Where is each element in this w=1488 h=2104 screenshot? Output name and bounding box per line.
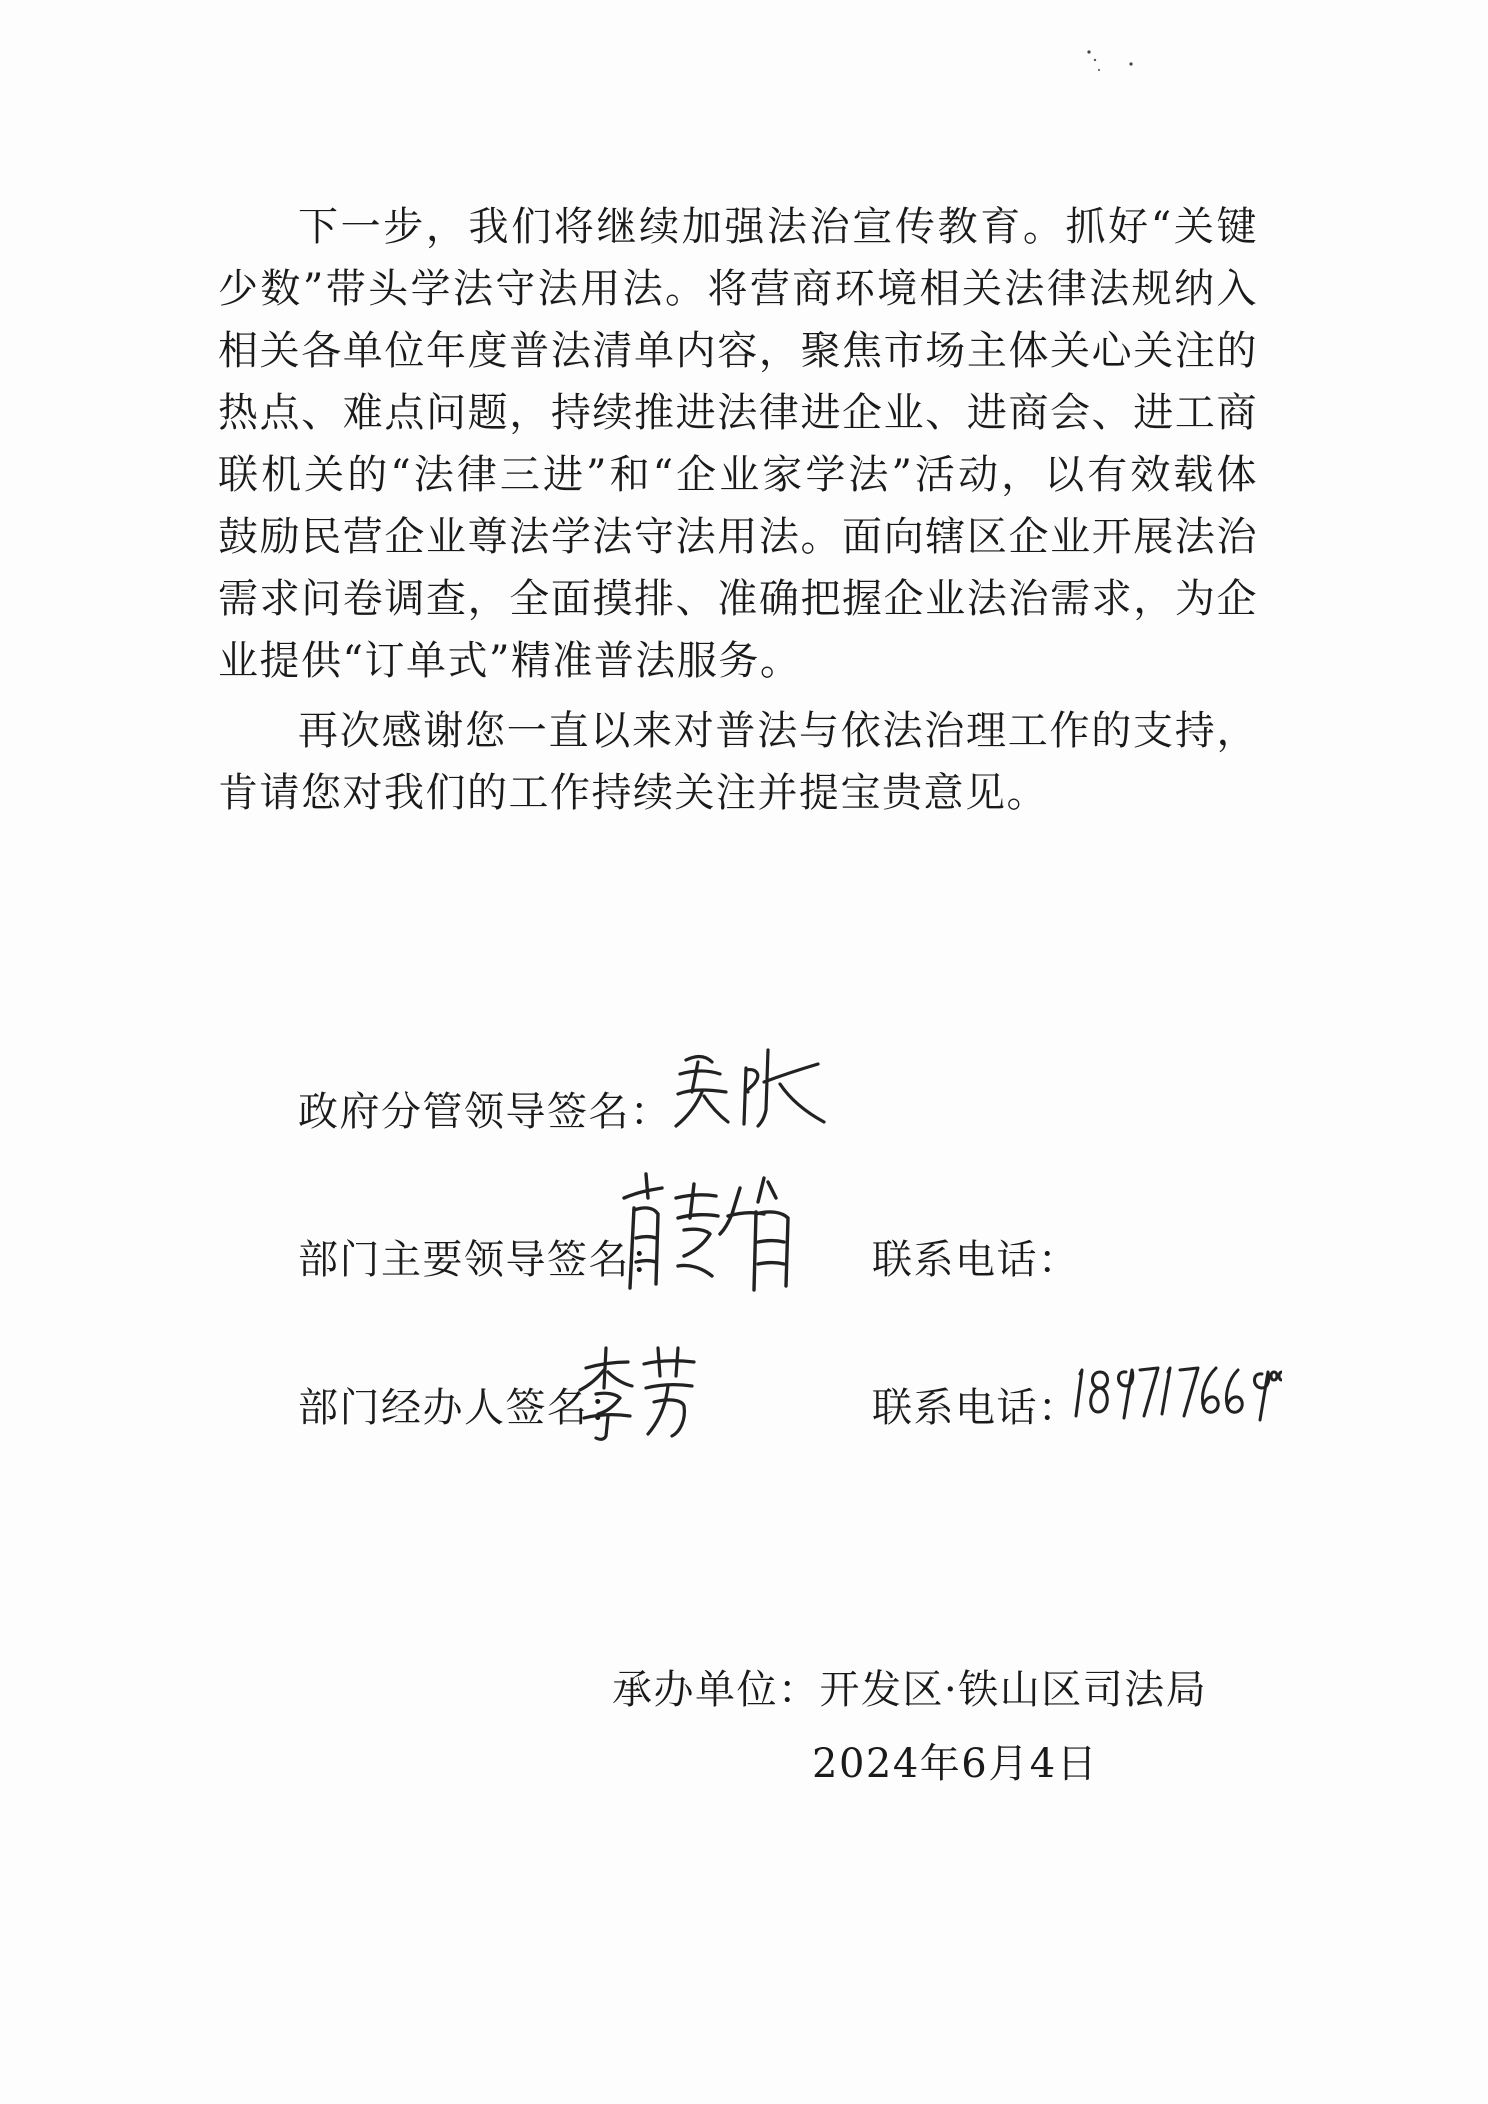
paragraph-thanks: 再次感谢您一直以来对普法与依法治理工作的支持，肯请您对我们的工作持续关注并提宝贵意见。	[218, 708, 1258, 816]
document-date: 2024年6月4日	[812, 1741, 1099, 1787]
dept-head-handwritten-signature	[618, 1168, 818, 1298]
handler-label: 部门经办人签名：	[298, 1385, 630, 1431]
letter-body	[218, 196, 1258, 832]
gov-leader-handwritten-signature	[668, 1040, 838, 1140]
handler-handwritten-signature	[576, 1340, 706, 1444]
dept-head-phone-label: 联系电话：	[872, 1237, 1080, 1283]
dept-head-label: 部门主要领导签名：	[298, 1237, 672, 1283]
paragraph-next-steps: 下一步，我们将继续加强法治宣传教育。抓好“关键少数”带头学法守法用法。将营商环境相关法律法规纳入相关各单位年度普法清单内容，聚焦市场主体关心关注的热点、难点问题，持续推进法律进企业、进商会、进工商联机关的“法律三进”和“企业家学法”活动，以有效载体鼓励民营企业尊法学法守法用法。面向辖区企业开展法治需求问卷调查，全面摸排、准确把握企业法治需求，为企业提供“订单式”精准普法服务。	[218, 204, 1258, 684]
gov-leader-label: 政府分管领导签名：	[298, 1089, 672, 1135]
scan-specks	[1085, 48, 1145, 78]
handler-handwritten-phone	[1072, 1356, 1282, 1428]
handler-phone-label: 联系电话：	[872, 1385, 1080, 1431]
organizer-line: 承办单位：开发区·铁山区司法局	[612, 1667, 1208, 1713]
